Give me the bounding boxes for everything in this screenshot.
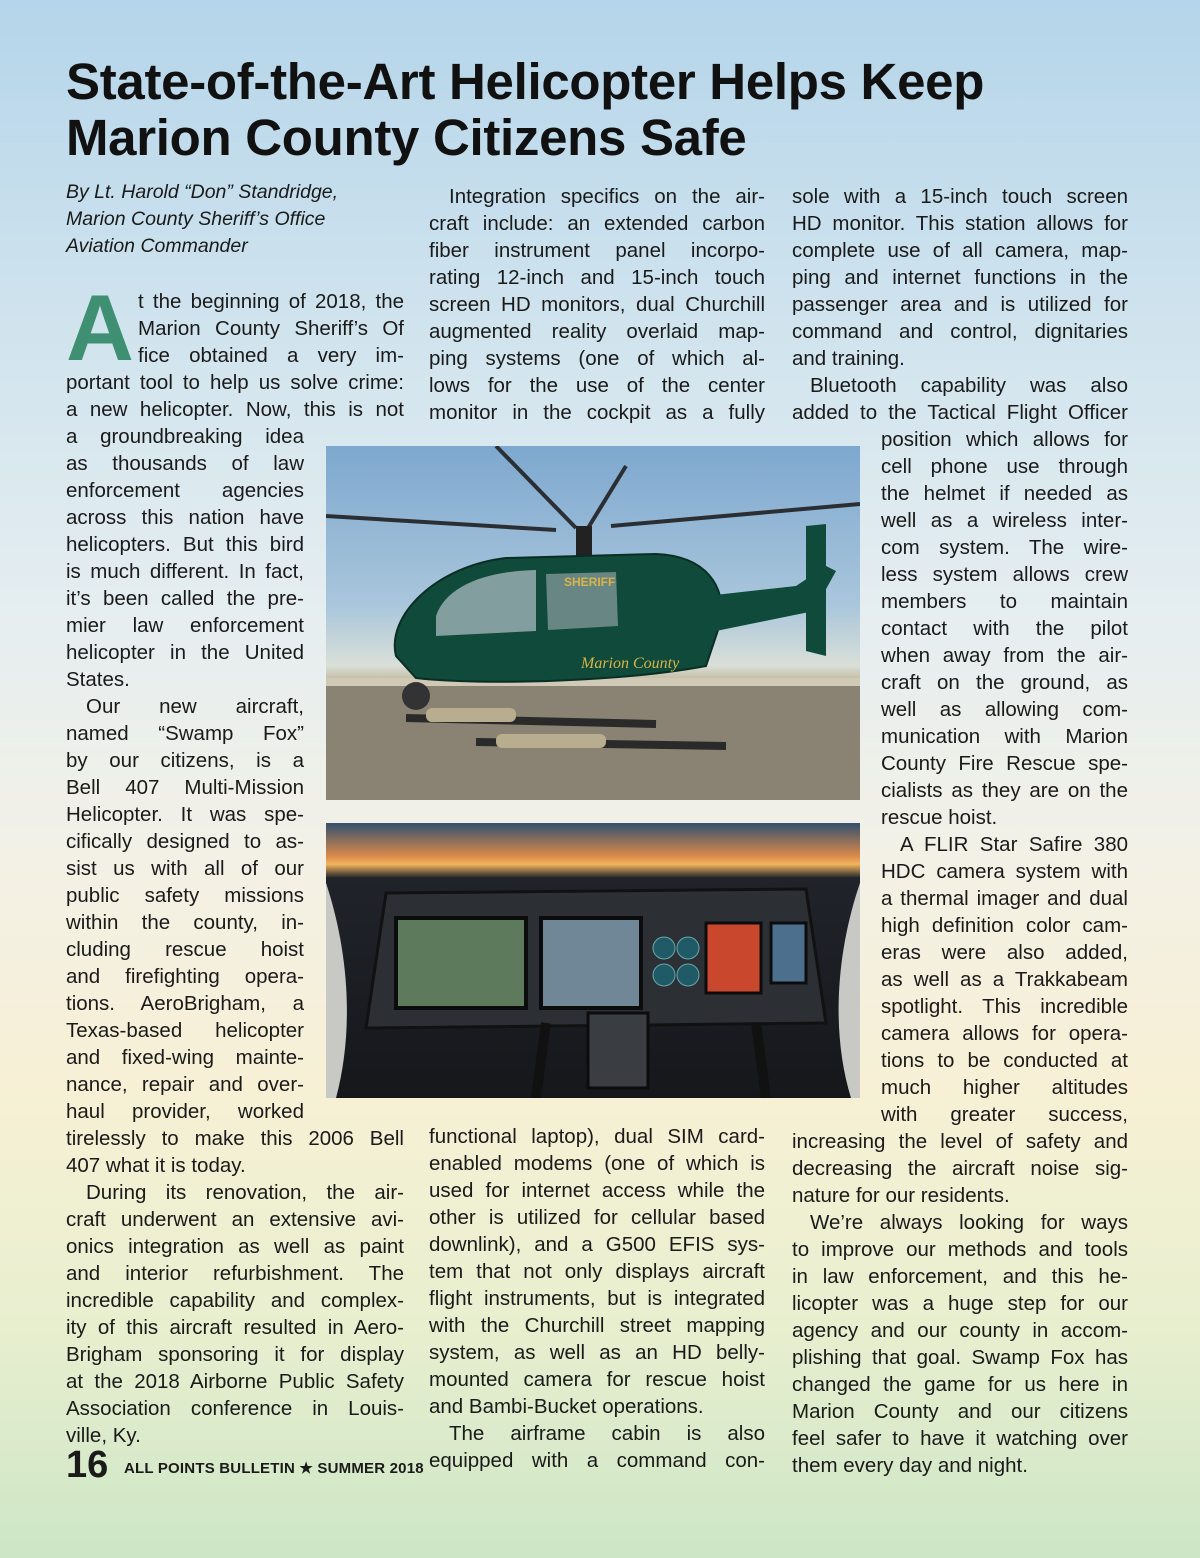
text-line: at the 2018 Airborne Public Safety xyxy=(66,1370,404,1393)
text-line: nance, repair and over- xyxy=(66,1073,304,1096)
text-line: them every day and night. xyxy=(792,1454,1028,1477)
cockpit-photo xyxy=(326,823,860,1098)
text-line: mier law enforcement xyxy=(66,614,304,637)
text-line: and Bambi-Bucket operations. xyxy=(429,1395,704,1418)
text-line: craft on the ground, as xyxy=(881,671,1128,694)
text-line: to improve our methods and tools xyxy=(792,1238,1128,1261)
livery-text: Marion County xyxy=(581,655,680,672)
text-line: Brigham sponsoring it for display xyxy=(66,1343,404,1366)
text-line: well as allowing com- xyxy=(881,698,1128,721)
map-display-left xyxy=(396,918,526,1008)
text-line: munication with Marion xyxy=(881,725,1128,748)
text-line: Bluetooth capability was also xyxy=(810,374,1128,397)
text-line: The airframe cabin is also xyxy=(449,1422,765,1445)
text-line: A FLIR Star Safire 380 xyxy=(900,833,1128,856)
publication-footer: ALL POINTS BULLETIN ★ SUMMER 2018 xyxy=(124,1460,424,1477)
text-line: with the Churchill street mapping xyxy=(429,1314,765,1337)
text-line: functional laptop), dual SIM card- xyxy=(429,1125,765,1148)
text-line: passenger area and is utilized for xyxy=(792,293,1128,316)
text-line: equipped with a command con- xyxy=(429,1449,765,1472)
rotor-blade xyxy=(611,504,860,526)
text-line: with greater success, xyxy=(881,1103,1128,1126)
text-line: flight instruments, but is integrated xyxy=(429,1287,765,1310)
text-line: the helmet if needed as xyxy=(881,482,1128,505)
text-line: system, as well as an HD belly- xyxy=(429,1341,765,1364)
text-line: contact with the pilot xyxy=(881,617,1128,640)
text-line: and fixed-wing mainte- xyxy=(66,1046,304,1069)
text-line: Our new aircraft, xyxy=(86,695,304,718)
text-line: ping systems (one of which al- xyxy=(429,347,765,370)
text-line: named “Swamp Fox” xyxy=(66,722,304,745)
text-line: cell phone use through xyxy=(881,455,1128,478)
text-line: much higher altitudes xyxy=(881,1076,1128,1099)
cyclic-stick xyxy=(536,1023,546,1098)
text-line: as thousands of law xyxy=(66,452,304,475)
text-line: tions to be conducted at xyxy=(881,1049,1128,1072)
text-line: portant tool to help us solve crime: xyxy=(66,371,404,394)
text-line: position which allows for xyxy=(881,428,1128,451)
title-line-1: State-of-the-Art Helicopter Helps Keep xyxy=(66,53,985,110)
text-line: added to the Tactical Flight Officer xyxy=(792,401,1128,424)
drop-cap: A xyxy=(66,275,134,380)
text-line: is much different. In fact, xyxy=(66,560,304,583)
camera-pod xyxy=(402,682,430,710)
cockpit-illustration xyxy=(326,823,860,1098)
text-line: feel safer to have it watching over xyxy=(792,1427,1128,1450)
text-line: sist us with all of our xyxy=(66,857,304,880)
text-line: t the beginning of 2018, the xyxy=(138,290,404,313)
text-line: rescue hoist. xyxy=(881,806,998,829)
windshield xyxy=(326,823,860,893)
text-line: tions. AeroBrigham, a xyxy=(66,992,304,1015)
text-line: Marion County and our citizens xyxy=(792,1400,1128,1423)
text-line: by our citizens, is a xyxy=(66,749,304,772)
text-line: Marion County Sheriff’s Of xyxy=(138,317,404,340)
text-line: a thermal imager and dual xyxy=(881,887,1128,910)
text-line: command and control, dignitaries xyxy=(792,320,1128,343)
text-line: screen HD monitors, dual Churchill xyxy=(429,293,765,316)
gauge xyxy=(653,964,675,986)
text-line: camera allows for opera- xyxy=(881,1022,1128,1045)
text-line: agency and our county in accom- xyxy=(792,1319,1128,1342)
text-line: augmented reality overlaid map- xyxy=(429,320,765,343)
text-line: Texas-based helicopter xyxy=(66,1019,304,1042)
text-line: During its renovation, the air- xyxy=(86,1181,404,1204)
text-line: helicopters. But this bird xyxy=(66,533,304,556)
text-line: craft include: an extended carbon xyxy=(429,212,765,235)
text-line: nature for our residents. xyxy=(792,1184,1010,1207)
text-line: enforcement agencies xyxy=(66,479,304,502)
text-line: haul provider, worked xyxy=(66,1100,304,1123)
byline-line: By Lt. Harold “Don” Standridge, xyxy=(66,181,339,203)
text-line: licopter was a huge step for our xyxy=(792,1292,1128,1315)
rotor-blade xyxy=(588,466,626,528)
text-line: fiber instrument panel incorpo- xyxy=(429,239,765,262)
text-line: helicopter in the United xyxy=(66,641,304,664)
text-line: ity of this aircraft resulted in Aero- xyxy=(66,1316,404,1339)
text-line: high definition color cam- xyxy=(881,914,1128,937)
text-line: com system. The wire- xyxy=(881,536,1128,559)
text-line: eras were also added, xyxy=(881,941,1128,964)
efis-display-right xyxy=(771,923,806,983)
title-line-2: Marion County Citizens Safe xyxy=(66,109,747,166)
text-line: cluding rescue hoist xyxy=(66,938,304,961)
text-line: a new helicopter. Now, this is not xyxy=(66,398,404,421)
text-line: County Fire Rescue spe- xyxy=(881,752,1128,775)
text-line: tirelessly to make this 2006 Bell xyxy=(66,1127,404,1150)
text-line: Integration specifics on the air- xyxy=(449,185,765,208)
text-line: ville, Ky. xyxy=(66,1424,141,1447)
map-display-center xyxy=(541,918,641,1008)
text-line: plishing that goal. Swamp Fox has xyxy=(792,1346,1128,1369)
text-line: tem that not only displays aircraft xyxy=(429,1260,765,1283)
text-line: HDC camera system with xyxy=(881,860,1128,883)
helicopter-photo xyxy=(326,446,860,800)
text-line: Association conference in Louis- xyxy=(66,1397,404,1420)
text-line: across this nation have xyxy=(66,506,304,529)
text-line: mounted camera for rescue hoist xyxy=(429,1368,765,1391)
text-line: public safety missions xyxy=(66,884,304,907)
text-line: 407 what it is today. xyxy=(66,1154,246,1177)
sheriff-text: SHERIFF xyxy=(564,575,616,589)
text-line: rating 12-inch and 15-inch touch xyxy=(429,266,765,289)
text-line: monitor in the cockpit as a fully xyxy=(429,401,765,424)
text-line: a groundbreaking idea xyxy=(66,425,304,448)
center-console xyxy=(588,1013,648,1088)
float xyxy=(496,734,606,748)
text-line: States. xyxy=(66,668,130,691)
text-line: cifically designed to as- xyxy=(66,830,304,853)
cyclic-stick xyxy=(756,1023,766,1098)
cabin-frame-left xyxy=(326,883,347,1098)
text-line: and training. xyxy=(792,347,905,370)
text-line: changed the game for us here in xyxy=(792,1373,1128,1396)
text-line: in law enforcement, and this he- xyxy=(792,1265,1128,1288)
text-line: increasing the level of safety and xyxy=(792,1130,1128,1153)
text-line: onics integration as well as paint xyxy=(66,1235,404,1258)
text-line: less system allows crew xyxy=(881,563,1128,586)
float xyxy=(426,708,516,722)
byline-line: Marion County Sheriff’s Office xyxy=(66,208,326,230)
text-line: spotlight. This incredible xyxy=(881,995,1128,1018)
rotor-blade xyxy=(326,516,556,530)
helicopter-illustration xyxy=(326,446,860,800)
text-line: and firefighting opera- xyxy=(66,965,304,988)
text-line: Helicopter. It was spe- xyxy=(66,803,304,826)
gauge xyxy=(677,937,699,959)
text-line: well as a wireless inter- xyxy=(881,509,1128,532)
text-line: HD monitor. This station allows for xyxy=(792,212,1128,235)
text-line: incredible capability and complex- xyxy=(66,1289,404,1312)
text-line: and interior refurbishment. The xyxy=(66,1262,404,1285)
text-line: Bell 407 Multi-Mission xyxy=(66,776,304,799)
text-line: used for internet access while the xyxy=(429,1179,765,1202)
efis-display xyxy=(706,923,761,993)
text-line: decreasing the aircraft noise sig- xyxy=(792,1157,1128,1180)
text-line: fice obtained a very im- xyxy=(138,344,404,367)
gauge xyxy=(653,937,675,959)
tail-fin xyxy=(806,524,826,656)
text-line: other is utilized for cellular based xyxy=(429,1206,765,1229)
text-line: lows for the use of the center xyxy=(429,374,765,397)
text-line: when away from the air- xyxy=(881,644,1128,667)
text-line: members to maintain xyxy=(881,590,1128,613)
text-line: within the county, in- xyxy=(66,911,304,934)
text-line: We’re always looking for ways xyxy=(810,1211,1128,1234)
text-line: cialists as they are on the xyxy=(881,779,1128,802)
article-title xyxy=(66,54,1146,166)
text-line: it’s been called the pre- xyxy=(66,587,304,610)
text-line: sole with a 15-inch touch screen xyxy=(792,185,1128,208)
page-number: 16 xyxy=(66,1444,109,1486)
text-line: as well as a Trakkabeam xyxy=(881,968,1128,991)
text-line: ping and internet functions in the xyxy=(792,266,1128,289)
cabin-frame-right xyxy=(839,883,860,1098)
byline-line: Aviation Commander xyxy=(66,235,248,257)
byline xyxy=(66,179,406,260)
text-line: complete use of all camera, map- xyxy=(792,239,1128,262)
gauge xyxy=(677,964,699,986)
text-line: craft underwent an extensive avi- xyxy=(66,1208,404,1231)
text-line: downlink), and a G500 EFIS sys- xyxy=(429,1233,765,1256)
text-line: enabled modems (one of which is xyxy=(429,1152,765,1175)
rotor-blade xyxy=(496,446,576,528)
